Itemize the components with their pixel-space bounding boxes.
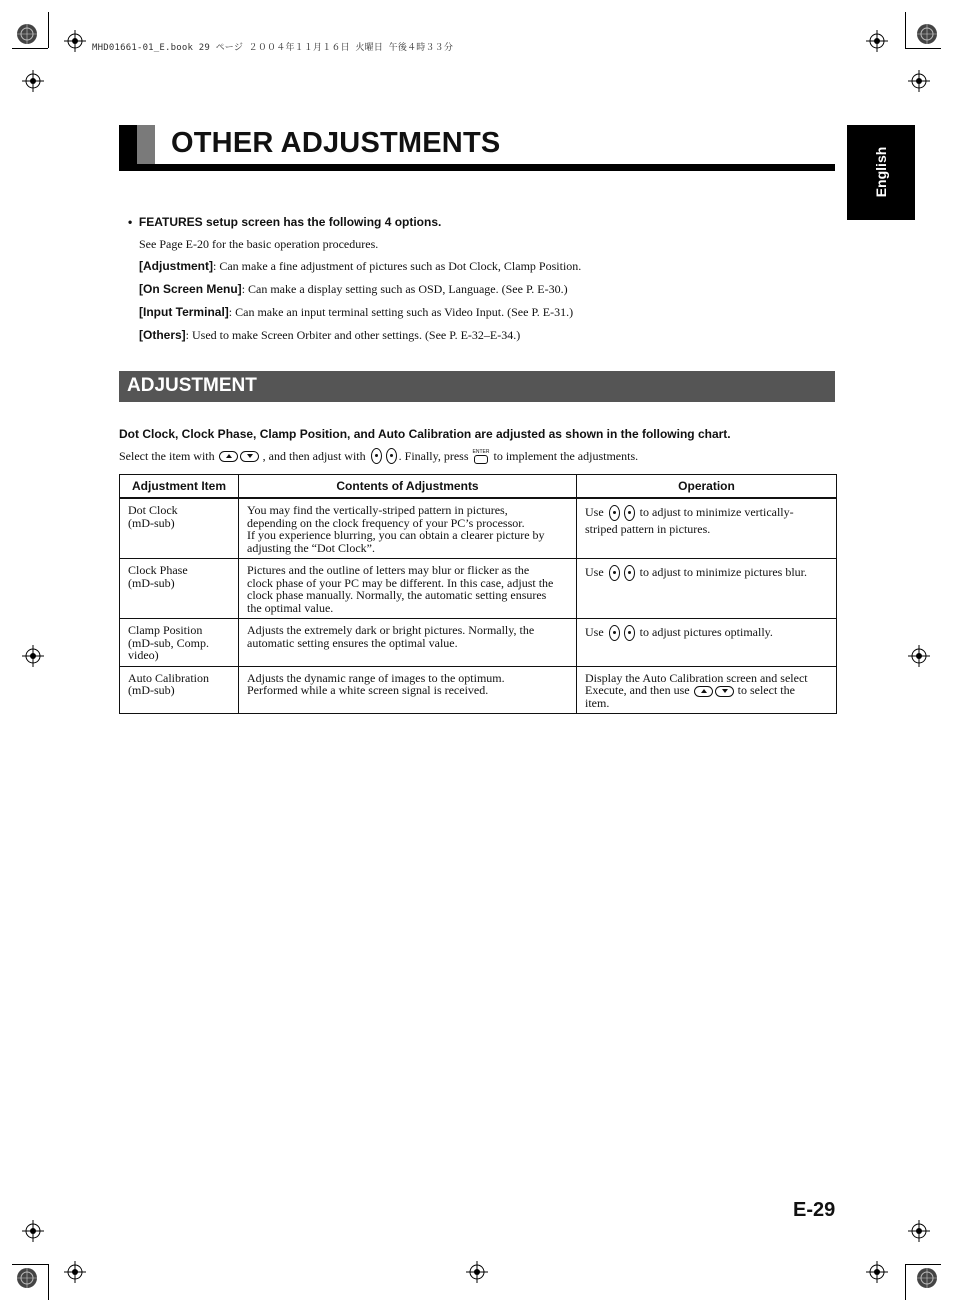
right-button-icon (624, 625, 635, 641)
down-button-icon (715, 686, 734, 697)
crosshair-icon (64, 30, 86, 52)
crosshair-icon (866, 1261, 888, 1283)
right-button-icon (624, 565, 635, 581)
option-input-terminal (139, 305, 573, 320)
crop-mark (905, 48, 941, 49)
instruction-text: . Finally, press (398, 448, 469, 463)
crosshair-icon (866, 30, 888, 52)
enter-button-icon (473, 449, 490, 464)
crosshair-icon (466, 1261, 488, 1283)
title-block-gray (137, 125, 155, 164)
option-on-screen-menu (139, 282, 568, 297)
up-button-icon (219, 451, 238, 462)
registration-disc-icon (916, 1267, 938, 1289)
crosshair-icon (908, 645, 930, 667)
crop-mark (905, 12, 906, 48)
contents-cell: Adjusts the dynamic range of images to the optimum. Performed while a white screen signal is received. (239, 666, 577, 714)
crop-mark (48, 12, 49, 48)
table-header-row (120, 475, 837, 499)
title-underline (119, 164, 835, 171)
option-others (139, 328, 520, 343)
page-number: E-29 (793, 1199, 836, 1221)
left-button-icon (609, 625, 620, 641)
instruction-text: Select the item with (119, 448, 215, 463)
crosshair-icon (22, 70, 44, 92)
operation-cell: Use to adjust to minimize pictures blur. (577, 559, 837, 619)
item-cell: Clock Phase (mD-sub) (120, 559, 239, 619)
down-button-icon (240, 451, 259, 462)
see-page-note: See Page E-20 for the basic operation procedures. (139, 237, 379, 251)
instruction-text: to implement the adjustments. (493, 448, 639, 463)
crosshair-icon (908, 1220, 930, 1242)
section-heading: ADJUSTMENT (127, 375, 257, 396)
option-label: [On Screen Menu] (139, 282, 242, 296)
features-heading-text: FEATURES setup screen has the following 4 options. (138, 215, 442, 229)
contents-cell: You may find the vertically-striped pattern in pictures, depending on the clock frequency of your PC’s processor. If you experience blurring, you can obtain a clearer picture by adjusting the “Dot Clock”. (239, 498, 577, 559)
column-header: Adjustment Item (120, 475, 239, 499)
instruction-text: , and then adjust with (262, 448, 366, 463)
language-tab (847, 125, 915, 220)
operation-cell: Use to adjust to minimize vertically- striped pattern in pictures. (577, 498, 837, 559)
option-text: : Can make a display setting such as OSD, Language. (See P. E-30.) (241, 282, 568, 296)
option-label: [Others] (139, 328, 186, 342)
crop-mark (12, 48, 48, 49)
contents-cell: Pictures and the outline of letters may blur or flicker as the clock phase of your PC may be different. In this case, adjust the clock phase manually. Normally, the automatic setting ensures the optimal value. (239, 559, 577, 619)
crop-mark (905, 1264, 906, 1300)
column-header: Operation (577, 475, 837, 499)
crop-mark (12, 1264, 48, 1265)
left-button-icon (371, 448, 382, 464)
language-tab-label: English (873, 146, 889, 198)
title-bar (119, 125, 835, 171)
crosshair-icon (908, 70, 930, 92)
page-title: OTHER ADJUSTMENTS (171, 127, 501, 159)
left-button-icon (609, 505, 620, 521)
enter-button-label: ENTER (472, 448, 490, 455)
table-row (120, 666, 837, 714)
crosshair-icon (22, 645, 44, 667)
crosshair-icon (64, 1261, 86, 1283)
print-header: MHD01661-01_E.book 29 ページ ２００４年１１月１６日 火曜日 午後４時３３分 (92, 43, 454, 53)
operation-cell: Display the Auto Calibration screen and select Execute, and then use to select the item. (577, 666, 837, 714)
registration-disc-icon (16, 1267, 38, 1289)
registration-disc-icon (16, 23, 38, 45)
item-cell: Clamp Position (mD-sub, Comp. video) (120, 619, 239, 667)
option-text: : Can make an input terminal setting such as Video Input. (See P. E-31.) (228, 305, 574, 319)
column-header: Contents of Adjustments (239, 475, 577, 499)
table-row (120, 498, 837, 559)
select-instruction (119, 448, 638, 464)
up-button-icon (694, 686, 713, 697)
section-lead: Dot Clock, Clock Phase, Clamp Position, and Auto Calibration are adjusted as shown in the following chart. (119, 427, 731, 441)
right-button-icon (386, 448, 397, 464)
right-button-icon (624, 505, 635, 521)
table-row (120, 559, 837, 619)
registration-disc-icon (916, 23, 938, 45)
item-cell: Auto Calibration (mD-sub) (120, 666, 239, 714)
option-text: : Can make a fine adjustment of pictures such as Dot Clock, Clamp Position. (213, 259, 582, 273)
operation-cell: Use to adjust pictures optimally. (577, 619, 837, 667)
left-button-icon (609, 565, 620, 581)
option-label: [Adjustment] (139, 259, 213, 273)
adjustment-table (119, 474, 837, 714)
option-label: [Input Terminal] (139, 305, 229, 319)
item-cell: Dot Clock (mD-sub) (120, 498, 239, 559)
crop-mark (905, 1264, 941, 1265)
features-heading: • FEATURES setup screen has the following 4 options. (128, 215, 442, 229)
option-text: : Used to make Screen Orbiter and other settings. (See P. E-32–E-34.) (185, 328, 521, 342)
crosshair-icon (22, 1220, 44, 1242)
section-heading-bar (119, 371, 835, 402)
crop-mark (48, 1264, 49, 1300)
table-row (120, 619, 837, 667)
contents-cell: Adjusts the extremely dark or bright pictures. Normally, the automatic setting ensures the optimal value. (239, 619, 577, 667)
option-adjustment (139, 259, 581, 274)
